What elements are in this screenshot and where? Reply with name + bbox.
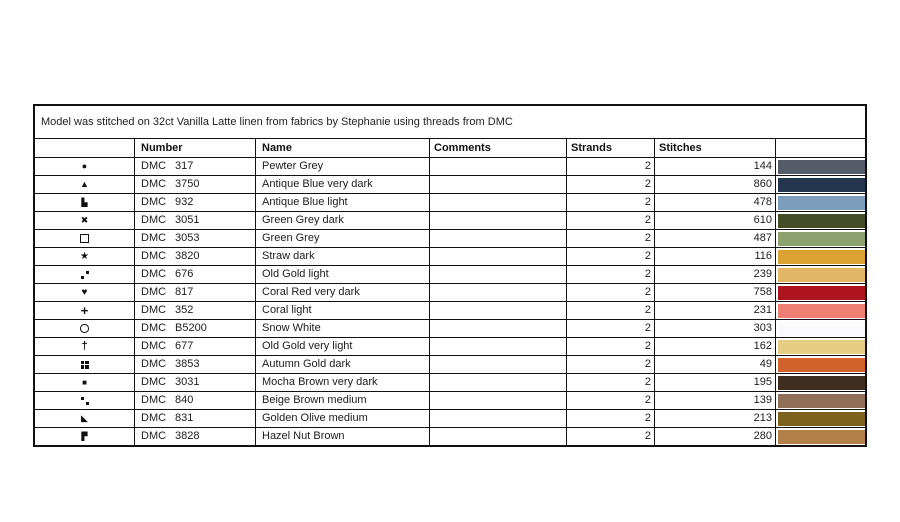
hollow-circle-icon bbox=[80, 324, 89, 333]
quad-dot-grid-icon bbox=[81, 361, 89, 369]
color-swatch bbox=[778, 286, 865, 300]
floss-number: 677 bbox=[175, 340, 194, 352]
swatch-cell bbox=[776, 176, 865, 193]
floss-number: 3051 bbox=[175, 214, 200, 226]
color-swatch bbox=[778, 358, 865, 372]
color-swatch bbox=[778, 232, 865, 246]
comments-cell bbox=[430, 266, 567, 283]
brand-label: DMC bbox=[141, 412, 167, 424]
color-swatch bbox=[778, 394, 865, 408]
triangle-lower-left-icon: ◣ bbox=[81, 413, 88, 423]
floss-number: 3053 bbox=[175, 232, 200, 244]
stitches-cell: 162 bbox=[655, 338, 776, 355]
number-cell bbox=[135, 428, 256, 445]
table-row bbox=[35, 193, 865, 211]
swatch-cell bbox=[776, 230, 865, 247]
floss-number: 3820 bbox=[175, 250, 200, 262]
name-cell: Antique Blue light bbox=[256, 194, 430, 211]
floss-number: 3750 bbox=[175, 178, 200, 190]
comments-cell bbox=[430, 194, 567, 211]
strands-cell: 2 bbox=[567, 230, 655, 247]
swatch-cell bbox=[776, 338, 865, 355]
heavy-x-icon: ✖ bbox=[80, 215, 89, 225]
table-row bbox=[35, 265, 865, 283]
brand-label: DMC bbox=[141, 358, 167, 370]
floss-legend-table bbox=[33, 104, 867, 447]
strands-cell: 2 bbox=[567, 392, 655, 409]
brand-label: DMC bbox=[141, 178, 167, 190]
brand-label: DMC bbox=[141, 214, 167, 226]
swatch-cell bbox=[776, 194, 865, 211]
comments-cell bbox=[430, 410, 567, 427]
symbol-cell bbox=[35, 374, 135, 391]
filled-heart-icon: ♥ bbox=[81, 286, 88, 298]
name-cell: Straw dark bbox=[256, 248, 430, 265]
comments-cell bbox=[430, 230, 567, 247]
brand-label: DMC bbox=[141, 196, 167, 208]
comments-cell bbox=[430, 356, 567, 373]
header-name: Name bbox=[256, 139, 430, 157]
number-cell bbox=[135, 194, 256, 211]
comments-cell bbox=[430, 338, 567, 355]
strands-cell: 2 bbox=[567, 320, 655, 337]
stitches-cell: 195 bbox=[655, 374, 776, 391]
header-comments: Comments bbox=[430, 139, 567, 157]
number-cell bbox=[135, 338, 256, 355]
header-swatch bbox=[776, 139, 865, 157]
name-cell: Pewter Grey bbox=[256, 158, 430, 175]
comments-cell bbox=[430, 212, 567, 229]
stitches-cell: 303 bbox=[655, 320, 776, 337]
color-swatch bbox=[778, 304, 865, 318]
strands-cell: 2 bbox=[567, 212, 655, 229]
name-cell: Autumn Gold dark bbox=[256, 356, 430, 373]
brand-label: DMC bbox=[141, 232, 167, 244]
stitches-cell: 860 bbox=[655, 176, 776, 193]
swatch-cell bbox=[776, 374, 865, 391]
color-swatch bbox=[778, 178, 865, 192]
brand-label: DMC bbox=[141, 322, 167, 334]
comments-cell bbox=[430, 428, 567, 445]
table-row bbox=[35, 391, 865, 409]
swatch-cell bbox=[776, 158, 865, 175]
color-swatch bbox=[778, 268, 865, 282]
symbol-cell bbox=[35, 410, 135, 427]
strands-cell: 2 bbox=[567, 194, 655, 211]
legend-title-row bbox=[35, 106, 865, 138]
swatch-cell bbox=[776, 428, 865, 445]
comments-cell bbox=[430, 284, 567, 301]
floss-number: 676 bbox=[175, 268, 194, 280]
swatch-cell bbox=[776, 212, 865, 229]
swatch-cell bbox=[776, 302, 865, 319]
table-row bbox=[35, 337, 865, 355]
header-stitches: Stitches bbox=[655, 139, 776, 157]
swatch-cell bbox=[776, 266, 865, 283]
color-swatch bbox=[778, 250, 865, 264]
quadrant-lower-left-icon: ▙ bbox=[81, 197, 88, 207]
symbol-cell bbox=[35, 356, 135, 373]
brand-label: DMC bbox=[141, 430, 167, 442]
number-cell bbox=[135, 392, 256, 409]
swatch-cell bbox=[776, 356, 865, 373]
symbol-cell bbox=[35, 158, 135, 175]
color-swatch bbox=[778, 376, 865, 390]
legend-title: Model was stitched on 32ct Vanilla Latte linen from fabrics by Stephanie using threads from DMC bbox=[41, 116, 513, 128]
number-cell bbox=[135, 356, 256, 373]
filled-square-icon: ■ bbox=[82, 377, 87, 387]
strands-cell: 2 bbox=[567, 176, 655, 193]
stitches-cell: 487 bbox=[655, 230, 776, 247]
comments-cell bbox=[430, 374, 567, 391]
name-cell: Golden Olive medium bbox=[256, 410, 430, 427]
strands-cell: 2 bbox=[567, 158, 655, 175]
strands-cell: 2 bbox=[567, 266, 655, 283]
color-swatch bbox=[778, 430, 865, 444]
name-cell: Hazel Nut Brown bbox=[256, 428, 430, 445]
floss-number: 3031 bbox=[175, 376, 200, 388]
quadrant-upper-flag-icon: ▛ bbox=[81, 431, 88, 441]
brand-label: DMC bbox=[141, 340, 167, 352]
symbol-cell bbox=[35, 320, 135, 337]
stitches-cell: 139 bbox=[655, 392, 776, 409]
table-row bbox=[35, 211, 865, 229]
floss-number: 317 bbox=[175, 160, 194, 172]
color-swatch bbox=[778, 214, 865, 228]
table-row bbox=[35, 355, 865, 373]
header-number: Number bbox=[135, 139, 256, 157]
comments-cell bbox=[430, 176, 567, 193]
stitches-cell: 478 bbox=[655, 194, 776, 211]
strands-cell: 2 bbox=[567, 284, 655, 301]
stitches-cell: 231 bbox=[655, 302, 776, 319]
strands-cell: 2 bbox=[567, 410, 655, 427]
table-row bbox=[35, 229, 865, 247]
comments-cell bbox=[430, 248, 567, 265]
swatch-cell bbox=[776, 284, 865, 301]
brand-label: DMC bbox=[141, 160, 167, 172]
floss-number: 352 bbox=[175, 304, 194, 316]
symbol-cell bbox=[35, 194, 135, 211]
table-row bbox=[35, 175, 865, 193]
symbol-cell bbox=[35, 284, 135, 301]
symbol-cell bbox=[35, 266, 135, 283]
comments-cell bbox=[430, 392, 567, 409]
symbol-cell bbox=[35, 392, 135, 409]
name-cell: Old Gold very light bbox=[256, 338, 430, 355]
table-body bbox=[35, 157, 865, 445]
table-row bbox=[35, 427, 865, 445]
floss-number: 831 bbox=[175, 412, 194, 424]
header-strands: Strands bbox=[567, 139, 655, 157]
floss-number: 3828 bbox=[175, 430, 200, 442]
floss-number: 840 bbox=[175, 394, 194, 406]
stitches-cell: 144 bbox=[655, 158, 776, 175]
floss-number: 817 bbox=[175, 286, 194, 298]
table-row bbox=[35, 157, 865, 175]
strands-cell: 2 bbox=[567, 248, 655, 265]
brand-label: DMC bbox=[141, 250, 167, 262]
symbol-cell bbox=[35, 302, 135, 319]
number-cell bbox=[135, 410, 256, 427]
number-cell bbox=[135, 212, 256, 229]
comments-cell bbox=[430, 320, 567, 337]
table-row bbox=[35, 373, 865, 391]
symbol-cell bbox=[35, 338, 135, 355]
floss-number: 3853 bbox=[175, 358, 200, 370]
number-cell bbox=[135, 302, 256, 319]
symbol-cell bbox=[35, 248, 135, 265]
table-row bbox=[35, 301, 865, 319]
number-cell bbox=[135, 230, 256, 247]
floss-number: 932 bbox=[175, 196, 194, 208]
brand-label: DMC bbox=[141, 394, 167, 406]
number-cell bbox=[135, 266, 256, 283]
strands-cell: 2 bbox=[567, 302, 655, 319]
table-row bbox=[35, 247, 865, 265]
stitches-cell: 280 bbox=[655, 428, 776, 445]
filled-circle-icon: ● bbox=[81, 161, 88, 171]
table-row bbox=[35, 319, 865, 337]
brand-label: DMC bbox=[141, 286, 167, 298]
color-swatch bbox=[778, 340, 865, 354]
symbol-cell bbox=[35, 176, 135, 193]
name-cell: Green Grey dark bbox=[256, 212, 430, 229]
swatch-cell bbox=[776, 248, 865, 265]
swatch-cell bbox=[776, 410, 865, 427]
color-swatch bbox=[778, 160, 865, 174]
name-cell: Old Gold light bbox=[256, 266, 430, 283]
plus-icon: + bbox=[80, 303, 89, 318]
double-dot-descending-icon bbox=[81, 397, 89, 405]
stitches-cell: 239 bbox=[655, 266, 776, 283]
stitches-cell: 116 bbox=[655, 248, 776, 265]
swatch-cell bbox=[776, 392, 865, 409]
symbol-cell bbox=[35, 230, 135, 247]
strands-cell: 2 bbox=[567, 338, 655, 355]
number-cell bbox=[135, 374, 256, 391]
table-row bbox=[35, 409, 865, 427]
name-cell: Coral light bbox=[256, 302, 430, 319]
color-swatch bbox=[778, 322, 865, 336]
number-cell bbox=[135, 284, 256, 301]
name-cell: Beige Brown medium bbox=[256, 392, 430, 409]
number-cell bbox=[135, 176, 256, 193]
swatch-cell bbox=[776, 320, 865, 337]
number-cell bbox=[135, 158, 256, 175]
strands-cell: 2 bbox=[567, 428, 655, 445]
brand-label: DMC bbox=[141, 376, 167, 388]
brand-label: DMC bbox=[141, 304, 167, 316]
stitches-cell: 213 bbox=[655, 410, 776, 427]
filled-star-icon: ★ bbox=[80, 250, 89, 262]
strands-cell: 2 bbox=[567, 374, 655, 391]
comments-cell bbox=[430, 302, 567, 319]
header-symbol bbox=[35, 139, 135, 157]
table-row bbox=[35, 283, 865, 301]
symbol-cell bbox=[35, 428, 135, 445]
stitches-cell: 758 bbox=[655, 284, 776, 301]
symbol-cell bbox=[35, 212, 135, 229]
brand-label: DMC bbox=[141, 268, 167, 280]
name-cell: Antique Blue very dark bbox=[256, 176, 430, 193]
dagger-icon: † bbox=[81, 340, 88, 352]
number-cell bbox=[135, 248, 256, 265]
floss-number: B5200 bbox=[175, 322, 207, 334]
double-dot-ascending-icon bbox=[81, 271, 89, 279]
stitches-cell: 49 bbox=[655, 356, 776, 373]
name-cell: Snow White bbox=[256, 320, 430, 337]
name-cell: Coral Red very dark bbox=[256, 284, 430, 301]
comments-cell bbox=[430, 158, 567, 175]
color-swatch bbox=[778, 196, 865, 210]
name-cell: Mocha Brown very dark bbox=[256, 374, 430, 391]
filled-triangle-icon: ▲ bbox=[80, 179, 89, 189]
hollow-square-icon bbox=[80, 234, 89, 243]
legend-header-row bbox=[35, 138, 865, 157]
color-swatch bbox=[778, 412, 865, 426]
stitches-cell: 610 bbox=[655, 212, 776, 229]
number-cell bbox=[135, 320, 256, 337]
strands-cell: 2 bbox=[567, 356, 655, 373]
name-cell: Green Grey bbox=[256, 230, 430, 247]
